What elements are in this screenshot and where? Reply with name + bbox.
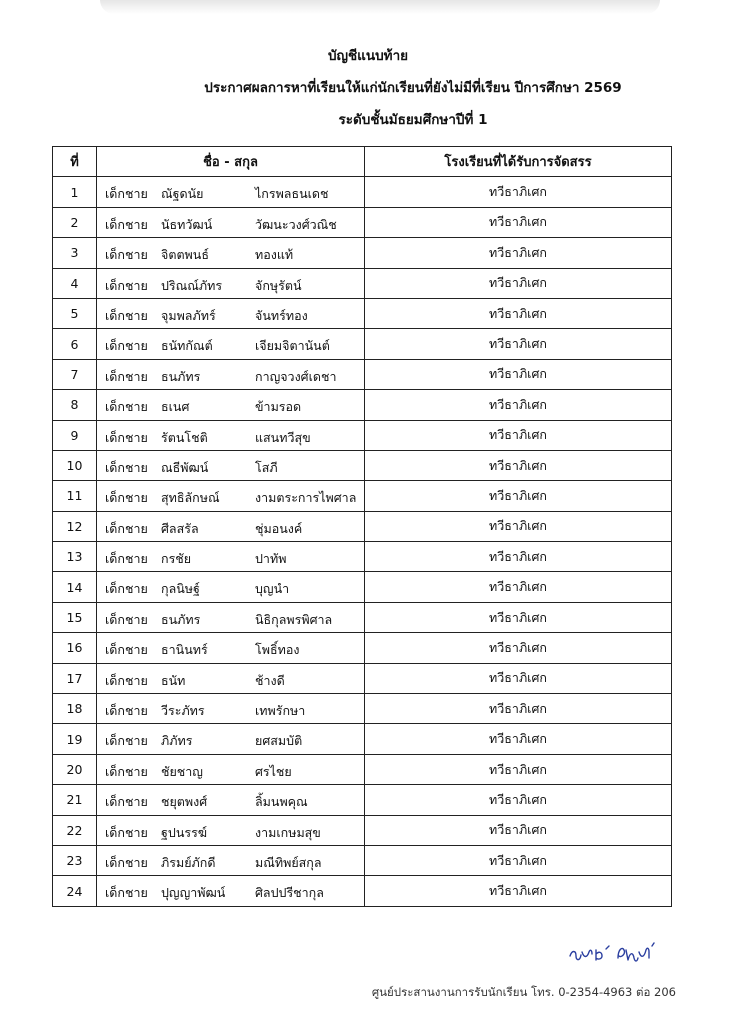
allocated-school: ทวีธาภิเศก — [365, 845, 672, 875]
header-announcement: ประกาศผลการหาที่เรียนให้แก่นักเรียนที่ยังไม่มีที่เรียน ปีการศึกษา 2569 — [204, 80, 622, 96]
table-row — [53, 359, 672, 389]
table-row — [53, 298, 672, 328]
student-name-cell — [97, 663, 365, 693]
name-prefix: เด็กชาย — [105, 186, 148, 202]
row-number: 5 — [53, 298, 97, 328]
row-number: 13 — [53, 542, 97, 572]
last-name: ยศสมบัติ — [255, 733, 303, 749]
table-row — [53, 238, 672, 268]
student-name-cell — [97, 329, 365, 359]
row-number: 6 — [53, 329, 97, 359]
row-number: 15 — [53, 602, 97, 632]
document-header — [0, 40, 736, 136]
table-row — [53, 177, 672, 207]
last-name: ปาทัพ — [255, 551, 287, 567]
header-title: บัญชีแนบท้าย — [327, 48, 409, 64]
allocated-school: ทวีธาภิเศก — [365, 420, 672, 450]
name-prefix: เด็กชาย — [105, 854, 148, 870]
student-name-cell — [97, 542, 365, 572]
last-name: ชุ่มอนงค์ — [255, 520, 303, 536]
allocated-school: ทวีธาภิเศก — [365, 359, 672, 389]
name-prefix: เด็กชาย — [105, 490, 148, 506]
last-name: โพธิ์ทอง — [255, 642, 300, 658]
table-row — [53, 602, 672, 632]
table-row — [53, 207, 672, 237]
student-name-cell — [97, 511, 365, 541]
name-prefix: เด็กชาย — [105, 824, 148, 840]
student-name-cell — [97, 390, 365, 420]
row-number: 18 — [53, 694, 97, 724]
handwritten-signature — [566, 940, 662, 968]
table-row — [53, 450, 672, 480]
allocated-school: ทวีธาภิเศก — [365, 298, 672, 328]
last-name: แสนทวีสุข — [255, 429, 311, 445]
allocated-school: ทวีธาภิเศก — [365, 694, 672, 724]
student-name-cell — [97, 420, 365, 450]
last-name: ข้ามรอด — [255, 399, 302, 415]
first-name: จุมพลภัทร์ — [161, 307, 216, 323]
last-name: เทพรักษา — [255, 703, 306, 719]
first-name: ภิภัทร — [161, 733, 193, 749]
name-prefix: เด็กชาย — [105, 429, 148, 445]
student-name-cell — [97, 268, 365, 298]
row-number: 14 — [53, 572, 97, 602]
name-prefix: เด็กชาย — [105, 247, 148, 263]
column-header-no: ที่ — [53, 147, 97, 177]
row-number: 9 — [53, 420, 97, 450]
name-prefix: เด็กชาย — [105, 672, 148, 688]
student-name-cell — [97, 481, 365, 511]
row-number: 23 — [53, 845, 97, 875]
table-row — [53, 815, 672, 845]
first-name: จิตตพนธ์ — [161, 247, 209, 263]
table-row — [53, 876, 672, 906]
name-prefix: เด็กชาย — [105, 611, 148, 627]
allocated-school: ทวีธาภิเศก — [365, 177, 672, 207]
allocated-school: ทวีธาภิเศก — [365, 207, 672, 237]
name-prefix: เด็กชาย — [105, 520, 148, 536]
first-name: ปริณณ์ภัทร — [161, 277, 223, 293]
first-name: ธนัทกัณต์ — [161, 338, 213, 354]
table-row — [53, 845, 672, 875]
allocated-school: ทวีธาภิเศก — [365, 602, 672, 632]
name-prefix: เด็กชาย — [105, 459, 148, 475]
allocated-school: ทวีธาภิเศก — [365, 815, 672, 845]
allocated-school: ทวีธาภิเศก — [365, 572, 672, 602]
first-name: นัธทวัฒน์ — [161, 216, 213, 232]
last-name: จันทร์ทอง — [255, 307, 308, 323]
last-name: งามตระการไพศาล — [255, 490, 357, 506]
student-allocation-table — [52, 146, 672, 907]
row-number: 22 — [53, 815, 97, 845]
student-name-cell — [97, 572, 365, 602]
first-name: ธานินทร์ — [161, 642, 208, 658]
name-prefix: เด็กชาย — [105, 277, 148, 293]
last-name: เจียมจิตานันต์ — [255, 338, 330, 354]
row-number: 19 — [53, 724, 97, 754]
student-name-cell — [97, 694, 365, 724]
student-name-cell — [97, 754, 365, 784]
name-prefix: เด็กชาย — [105, 551, 148, 567]
table-row — [53, 633, 672, 663]
table-row — [53, 511, 672, 541]
student-name-cell — [97, 238, 365, 268]
last-name: กาญจวงศ์เดชา — [255, 368, 337, 384]
page-edge-shadow — [100, 0, 660, 14]
student-name-cell — [97, 450, 365, 480]
row-number: 8 — [53, 390, 97, 420]
name-prefix: เด็กชาย — [105, 216, 148, 232]
first-name: วีระภัทร — [161, 703, 205, 719]
table-header-row — [53, 147, 672, 177]
first-name: ธเนศ — [161, 399, 190, 415]
last-name: งามเกษมสุข — [255, 824, 321, 840]
student-name-cell — [97, 602, 365, 632]
first-name: ธนัท — [161, 672, 186, 688]
table-row — [53, 754, 672, 784]
last-name: ช้างดี — [255, 672, 285, 688]
row-number: 10 — [53, 450, 97, 480]
row-number: 24 — [53, 876, 97, 906]
allocated-school: ทวีธาภิเศก — [365, 481, 672, 511]
row-number: 7 — [53, 359, 97, 389]
last-name: ไกรพลธนเดช — [255, 186, 329, 202]
allocated-school: ทวีธาภิเศก — [365, 450, 672, 480]
student-name-cell — [97, 724, 365, 754]
first-name: ชยุตพงศ์ — [161, 794, 208, 810]
first-name: สุทธิลักษณ์ — [161, 490, 220, 506]
first-name: ศีลสรัล — [161, 520, 199, 536]
allocated-school: ทวีธาภิเศก — [365, 511, 672, 541]
table-row — [53, 542, 672, 572]
last-name: บุญนำ — [255, 581, 290, 597]
first-name: รัตนโชติ — [161, 429, 208, 445]
name-prefix: เด็กชาย — [105, 794, 148, 810]
last-name: จักษุรัตน์ — [255, 277, 302, 293]
last-name: วัฒนะวงศ์วณิช — [255, 216, 337, 232]
row-number: 4 — [53, 268, 97, 298]
last-name: ลิ้มนพคุณ — [255, 794, 308, 810]
table-row — [53, 390, 672, 420]
allocated-school: ทวีธาภิเศก — [365, 329, 672, 359]
name-prefix: เด็กชาย — [105, 885, 148, 901]
row-number: 16 — [53, 633, 97, 663]
last-name: มณีทิพย์สกุล — [255, 854, 322, 870]
first-name: ณัฐดนัย — [161, 186, 204, 202]
last-name: ทองแท้ — [255, 247, 294, 263]
last-name: โสภี — [255, 459, 278, 475]
name-prefix: เด็กชาย — [105, 368, 148, 384]
student-name-cell — [97, 845, 365, 875]
student-name-cell — [97, 633, 365, 663]
header-level: ระดับชั้นมัธยมศึกษาปีที่ 1 — [338, 112, 488, 128]
table-body — [53, 177, 672, 906]
column-header-school: โรงเรียนที่ได้รับการจัดสรร — [365, 147, 672, 177]
allocated-school: ทวีธาภิเศก — [365, 542, 672, 572]
allocated-school: ทวีธาภิเศก — [365, 268, 672, 298]
name-prefix: เด็กชาย — [105, 399, 148, 415]
footer-contact: ศูนย์ประสานงานการรับนักเรียน โทร. 0-2354-4963 ต่อ 206 — [371, 985, 676, 999]
name-prefix: เด็กชาย — [105, 307, 148, 323]
name-prefix: เด็กชาย — [105, 763, 148, 779]
allocated-school: ทวีธาภิเศก — [365, 663, 672, 693]
first-name: ธนภัทร — [161, 611, 201, 627]
row-number: 2 — [53, 207, 97, 237]
allocated-school: ทวีธาภิเศก — [365, 754, 672, 784]
row-number: 12 — [53, 511, 97, 541]
first-name: ภิรมย์ภักดี — [161, 854, 216, 870]
table-row — [53, 663, 672, 693]
student-name-cell — [97, 815, 365, 845]
table-row — [53, 420, 672, 450]
last-name: นิธิกุลพรพิศาล — [255, 611, 333, 627]
table-row — [53, 785, 672, 815]
first-name: ฐปนรรฆ์ — [161, 824, 208, 840]
row-number: 1 — [53, 177, 97, 207]
table-row — [53, 572, 672, 602]
last-name: ศิลปปรีชากุล — [255, 885, 324, 901]
table-row — [53, 329, 672, 359]
name-prefix: เด็กชาย — [105, 581, 148, 597]
row-number: 20 — [53, 754, 97, 784]
row-number: 21 — [53, 785, 97, 815]
row-number: 3 — [53, 238, 97, 268]
name-prefix: เด็กชาย — [105, 642, 148, 658]
name-prefix: เด็กชาย — [105, 338, 148, 354]
first-name: ณธีพัฒน์ — [161, 459, 209, 475]
student-name-cell — [97, 359, 365, 389]
allocated-school: ทวีธาภิเศก — [365, 785, 672, 815]
first-name: ธนภัทร — [161, 368, 201, 384]
table-row — [53, 724, 672, 754]
allocated-school: ทวีธาภิเศก — [365, 724, 672, 754]
allocated-school: ทวีธาภิเศก — [365, 633, 672, 663]
last-name: ศรไชย — [255, 763, 292, 779]
column-header-name: ชื่อ - สกุล — [97, 147, 365, 177]
table-row — [53, 268, 672, 298]
allocated-school: ทวีธาภิเศก — [365, 238, 672, 268]
first-name: กุลนิษฐ์ — [161, 581, 200, 597]
student-name-cell — [97, 177, 365, 207]
row-number: 11 — [53, 481, 97, 511]
table-row — [53, 694, 672, 724]
name-prefix: เด็กชาย — [105, 733, 148, 749]
name-prefix: เด็กชาย — [105, 703, 148, 719]
first-name: ชัยชาญ — [161, 763, 203, 779]
student-name-cell — [97, 785, 365, 815]
student-name-cell — [97, 298, 365, 328]
student-name-cell — [97, 207, 365, 237]
allocated-school: ทวีธาภิเศก — [365, 876, 672, 906]
first-name: ปุญญาพัฒน์ — [161, 885, 226, 901]
table-row — [53, 481, 672, 511]
allocated-school: ทวีธาภิเศก — [365, 390, 672, 420]
student-name-cell — [97, 876, 365, 906]
first-name: กรชัย — [161, 551, 192, 567]
row-number: 17 — [53, 663, 97, 693]
